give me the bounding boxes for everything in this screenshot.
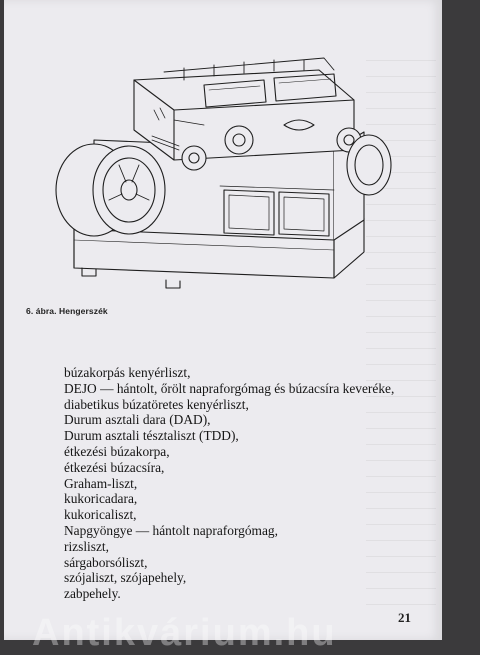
page-number: 21 <box>398 610 411 625</box>
roller-mill-illustration <box>34 40 394 300</box>
roller-end-center <box>225 126 253 154</box>
list-item: Napgyöngye — hántolt napraforgómag, <box>64 522 278 538</box>
list-item: szójaliszt, szójapehely, <box>64 570 187 586</box>
flour-product-list <box>64 365 394 602</box>
roller-end-left <box>182 146 206 170</box>
list-item: kukoricaliszt, <box>64 507 137 523</box>
list-item: kukoricadara, <box>64 491 138 507</box>
list-item: diabetikus búzatöretes kenyérliszt, <box>64 396 249 412</box>
book-page <box>4 0 442 640</box>
list-item: Graham-liszt, <box>64 475 138 491</box>
list-item: étkezési búzakorpa, <box>64 443 170 459</box>
base-foot-right <box>166 280 180 288</box>
list-item: rizsliszt, <box>64 538 109 554</box>
list-item: búzakorpás kenyérliszt, <box>64 365 191 380</box>
figure-caption: 6. ábra. Hengerszék <box>26 306 108 316</box>
list-item: étkezési búzacsíra, <box>64 459 165 475</box>
pulley-right <box>347 135 391 195</box>
list-item: Durum asztali tésztaliszt (TDD), <box>64 428 239 444</box>
list-item: Durum asztali dara (DAD), <box>64 412 211 428</box>
list-item: sárgaborsóliszt, <box>64 554 148 570</box>
list-item: DEJO — hántolt, őrölt napraforgómag és búzacsíra keveréke, <box>64 380 395 396</box>
list-item: zabpehely. <box>64 586 121 602</box>
watermark: Antikvárium.hu <box>32 612 337 654</box>
